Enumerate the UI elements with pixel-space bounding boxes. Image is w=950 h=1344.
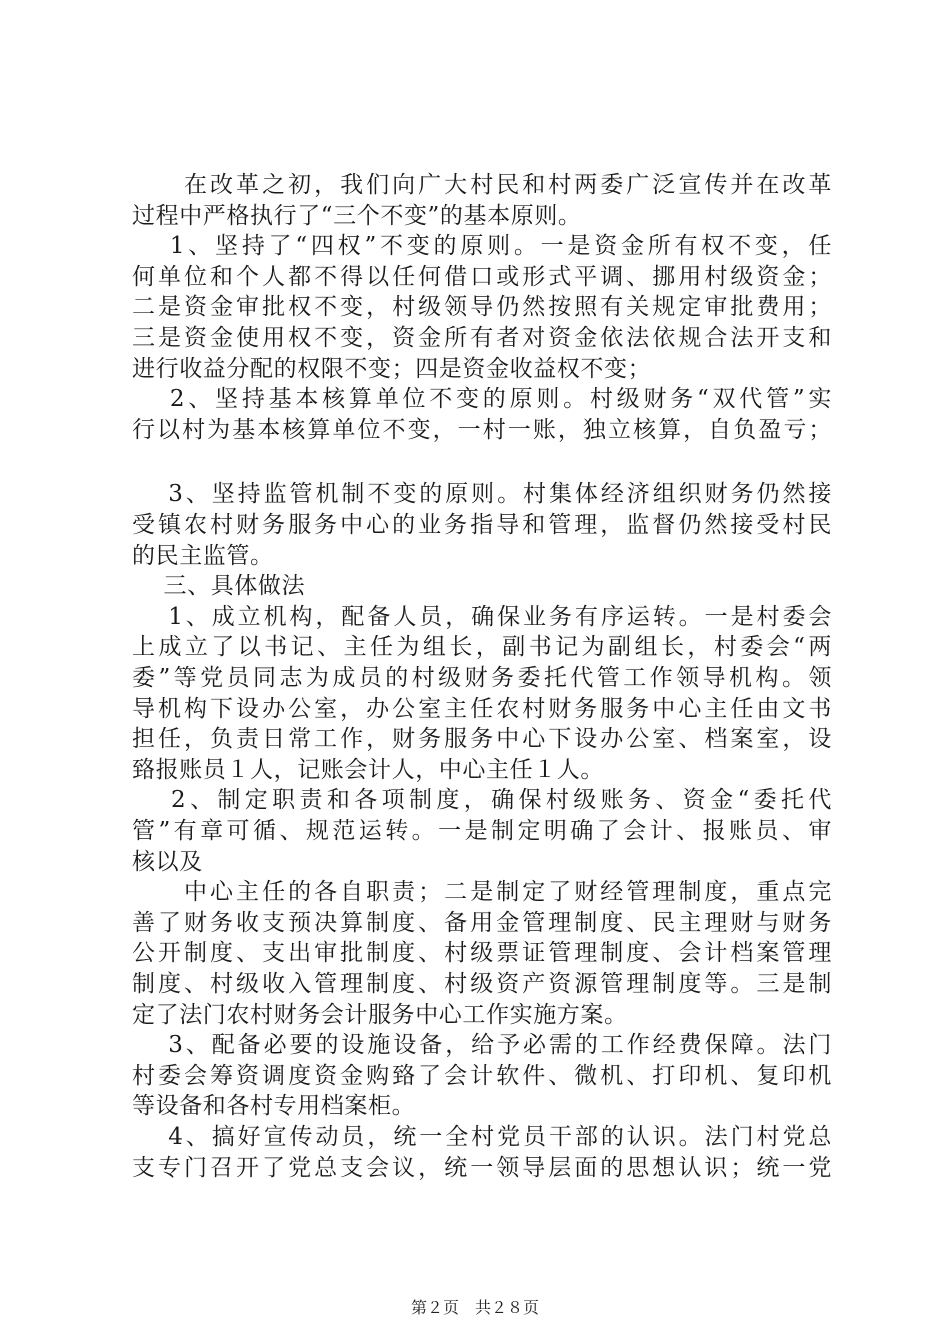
text-line: 3、坚持监管机制不变的原则。村集体经济组织财务仍然接 — [132, 481, 832, 508]
text-line: 进行收益分配的权限不变；四是资金收益权不变； — [132, 355, 652, 382]
text-line: 村委会筹资调度资金购臵了会计软件、微机、打印机、复印机 — [132, 1062, 832, 1089]
text-line: 过程中严格执行了“三个不变”的基本原则。 — [132, 202, 582, 229]
text-line: 管”有章可循、规范运转。一是制定明确了会计、报账员、审 — [132, 818, 832, 844]
text-line: 公开制度、支出审批制度、村级票证管理制度、会计档案管理 — [132, 940, 832, 967]
text-line: 导机构下设办公室，办公室主任农村财务服务中心主任由文书 — [132, 695, 832, 722]
text-line: 上成立了以书记、主任为组长，副书记为副组长，村委会“两 — [132, 634, 832, 661]
text-line: 三是资金使用权不变，资金所有者对资金依法依规合法开支和 — [132, 325, 832, 351]
text-line: 三、具体做法 — [132, 573, 306, 600]
page-footer: 第２页 共２８页 — [410, 1298, 539, 1317]
text-line: 3、配备必要的设施设备，给予必需的工作经费保障。法门 — [132, 1032, 832, 1059]
text-line: 制度、村级收入管理制度、村级资产资源管理制度等。三是制 — [132, 971, 832, 997]
text-line: 何单位和个人都不得以任何借口或形式平调、挪用村级资金； — [132, 263, 832, 290]
text-line: 支专门召开了党总支会议，统一领导层面的思想认识；统一党 — [132, 1154, 832, 1181]
text-line: 臵报账员１人，记账会计人，中心主任１人。 — [132, 756, 604, 783]
text-line: 4、搞好宣传动员，统一全村党员干部的认识。法门村党总 — [132, 1124, 832, 1150]
text-line: 在改革之初，我们向广大村民和村两委广泛宣传并在改革 — [132, 172, 832, 198]
text-line: 2、制定职责和各项制度，确保村级账务、资金“委托代 — [132, 787, 832, 814]
text-line: 二是资金审批权不变，村级领导仍然按照有关规定审批费用； — [132, 294, 832, 321]
text-line: 2、坚持基本核算单位不变的原则。村级财务“双代管”实 — [132, 386, 832, 413]
text-line: 受镇农村财务服务中心的业务指导和管理，监督仍然接受村民 — [132, 512, 832, 538]
text-line: 善了财务收支预决算制度、备用金管理制度、民主理财与财务 — [132, 909, 832, 936]
text-line: 的民主监管。 — [132, 542, 274, 569]
text-line: 定了法门农村财务会计服务中心工作实施方案。 — [132, 1001, 628, 1028]
text-line: 行以村为基本核算单位不变，一村一账，独立核算，自负盈亏； — [132, 416, 832, 443]
text-line: 1、坚持了“四权”不变的原则。一是资金所有权不变，任 — [132, 233, 832, 260]
text-line: 担任，负责日常工作，财务服务中心下设办公室、档案室，设 — [132, 726, 832, 753]
text-line: 中心主任的各自职责；二是制定了财经管理制度，重点完 — [132, 879, 832, 906]
text-line: 等设备和各村专用档案柜。 — [132, 1093, 416, 1120]
text-line: 委”等党员同志为成员的村级财务委托代管工作领导机构。领 — [132, 665, 832, 691]
text-line: 核以及 — [132, 848, 203, 875]
text-line: 1、成立机构，配备人员，确保业务有序运转。一是村委会 — [132, 603, 832, 630]
